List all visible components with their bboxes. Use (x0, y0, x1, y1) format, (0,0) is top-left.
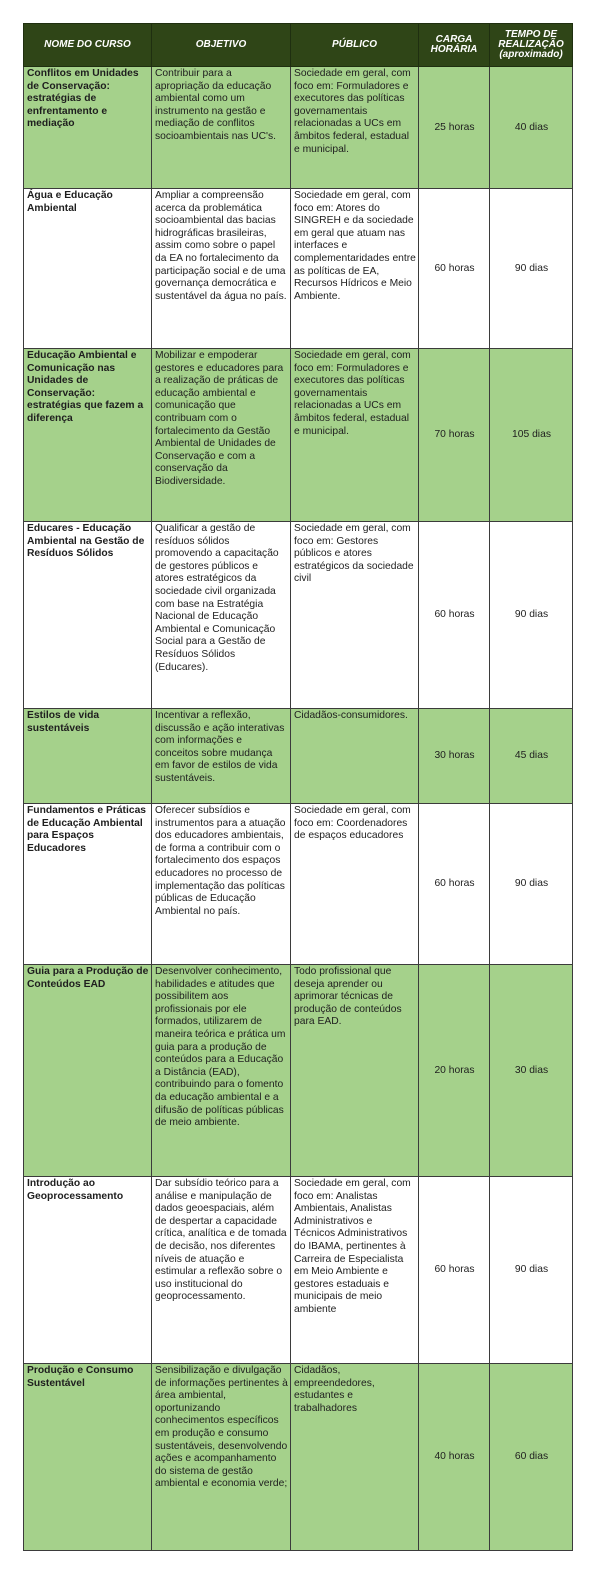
table-row (24, 965, 573, 1177)
course-objective: Qualificar a gestão de resíduos sólidos promovendo a capacitação de gestores públicos e atores estratégicos da sociedade civil organizada com base na Estratégia Nacional de Educação Ambiental e Comunicação Social para a Gestão de Resíduos Sólidos (Educares). (152, 522, 291, 709)
course-name: Água e Educação Ambiental (24, 189, 152, 349)
course-audience: Todo profissional que deseja aprender ou aprimorar técnicas de produção de conteúdos para EAD. (291, 965, 419, 1177)
header-duration (490, 24, 573, 67)
header-course-name: NOME DO CURSO (24, 24, 152, 67)
course-objective: Incentivar a reflexão, discussão e ação interativas com informações e conceitos sobre mudança em favor de estilos de vida sustentáveis. (152, 709, 291, 804)
course-hours: 20 horas (419, 965, 490, 1177)
course-name: Produção e Consumo Sustentável (24, 1364, 152, 1551)
course-table-wrapper (23, 23, 572, 1551)
course-name: Educação Ambiental e Comunicação nas Unidades de Conservação: estratégias que fazem a diferença (24, 349, 152, 522)
course-name: Estilos de vida sustentáveis (24, 709, 152, 804)
course-audience: Sociedade em geral, com foco em: Formuladores e executores das políticas governamentais relacionadas a UCs em âmbitos federal, estadual e municipal. (291, 67, 419, 189)
course-objective: Oferecer subsídios e instrumentos para a atuação dos educadores ambientais, de forma a contribuir com o fortalecimento dos espaços educadores no processo de implementação das políticas públicas de Educação Ambiental no país. (152, 804, 291, 965)
table-row (24, 1364, 573, 1551)
course-hours: 70 horas (419, 349, 490, 522)
course-hours: 60 horas (419, 804, 490, 965)
table-row (24, 349, 573, 522)
course-hours: 60 horas (419, 1177, 490, 1364)
course-audience: Sociedade em geral, com foco em: Formuladores e executores das políticas governamentais relacionadas a UCs em âmbitos federal, estadual e municipal. (291, 349, 419, 522)
course-audience: Cidadãos, empreendedores, estudantes e trabalhadores (291, 1364, 419, 1551)
table-row (24, 709, 573, 804)
course-duration: 30 dias (490, 965, 573, 1177)
table-row (24, 67, 573, 189)
table-row (24, 1177, 573, 1364)
header-duration-note: (aproximado) (499, 49, 563, 60)
course-hours: 30 horas (419, 709, 490, 804)
table-row (24, 804, 573, 965)
course-audience: Sociedade em geral, com foco em: Atores do SINGREH e da sociedade em geral que atuam nas interfaces e complementaridades entre as políticas de EA, Recursos Hídricos e Meio Ambiente. (291, 189, 419, 349)
course-duration: 40 dias (490, 67, 573, 189)
header-workload: CARGA HORÁRIA (419, 24, 490, 67)
course-hours: 60 horas (419, 189, 490, 349)
header-objective: OBJETIVO (152, 24, 291, 67)
header-duration-label: TEMPO DE REALIZAÇÃO (498, 29, 564, 50)
table-row (24, 522, 573, 709)
course-audience: Sociedade em geral, com foco em: Coordenadores de espaços educadores (291, 804, 419, 965)
course-name: Conflitos em Unidades de Conservação: estratégias de enfrentamento e mediação (24, 67, 152, 189)
course-duration: 105 dias (490, 349, 573, 522)
table-header-row (24, 24, 573, 67)
course-audience: Sociedade em geral, com foco em: Analistas Ambientais, Analistas Administrativos e Técnicos Administrativos do IBAMA, pertinentes à Carreira de Especialista em Meio Ambiente e gestores estaduais e municipais de meio ambiente (291, 1177, 419, 1364)
header-audience: PÚBLICO (291, 24, 419, 67)
course-duration: 90 dias (490, 189, 573, 349)
course-duration: 90 dias (490, 522, 573, 709)
course-objective: Mobilizar e empoderar gestores e educadores para a realização de práticas de educação ambiental e comunicação que contribuam com o fortalecimento da Gestão Ambiental de Unidades de Conservação e com a conservação da Biodiversidade. (152, 349, 291, 522)
course-objective: Dar subsídio teórico para a análise e manipulação de dados geoespaciais, além de despertar a capacidade crítica, analítica e de tomada de decisão, nos diferentes níveis de atuação e estimular a reflexão sobre o uso institucional do geoprocessamento. (152, 1177, 291, 1364)
course-audience: Sociedade em geral, com foco em: Gestores públicos e atores estratégicos da sociedade civil (291, 522, 419, 709)
course-hours: 40 horas (419, 1364, 490, 1551)
course-duration: 90 dias (490, 804, 573, 965)
course-name: Introdução ao Geoprocessamento (24, 1177, 152, 1364)
course-name: Guia para a Produção de Conteúdos EAD (24, 965, 152, 1177)
course-name: Educares - Educação Ambiental na Gestão de Resíduos Sólidos (24, 522, 152, 709)
course-duration: 60 dias (490, 1364, 573, 1551)
course-objective: Desenvolver conhecimento, habilidades e atitudes que possibilitem aos profissionais por ele formados, utilizarem de maneira teórica e prática um guia para a produção de conteúdos para a Educação a Distância (EAD), contribuindo para o fomento da educação ambiental e a difusão de políticas públicas de meio ambiente. (152, 965, 291, 1177)
course-objective: Ampliar a compreensão acerca da problemática socioambiental das bacias hidrográficas brasileiras, assim como sobre o papel da EA no fortalecimento da participação social e de uma governança democrática e sustentável da água no país. (152, 189, 291, 349)
course-hours: 25 horas (419, 67, 490, 189)
course-duration: 90 dias (490, 1177, 573, 1364)
course-table (23, 23, 573, 1551)
course-hours: 60 horas (419, 522, 490, 709)
course-audience: Cidadãos-consumidores. (291, 709, 419, 804)
course-duration: 45 dias (490, 709, 573, 804)
course-name: Fundamentos e Práticas de Educação Ambiental para Espaços Educadores (24, 804, 152, 965)
course-objective: Contribuir para a apropriação da educação ambiental como um instrumento na gestão e mediação de conflitos socioambientais nas UC's. (152, 67, 291, 189)
table-row (24, 189, 573, 349)
course-objective: Sensibilização e divulgação de informações pertinentes à área ambiental, oportunizando conhecimentos específicos em produção e consumo sustentáveis, desenvolvendo ações e acompanhamento do sistema de gestão ambiental e economia verde; (152, 1364, 291, 1551)
